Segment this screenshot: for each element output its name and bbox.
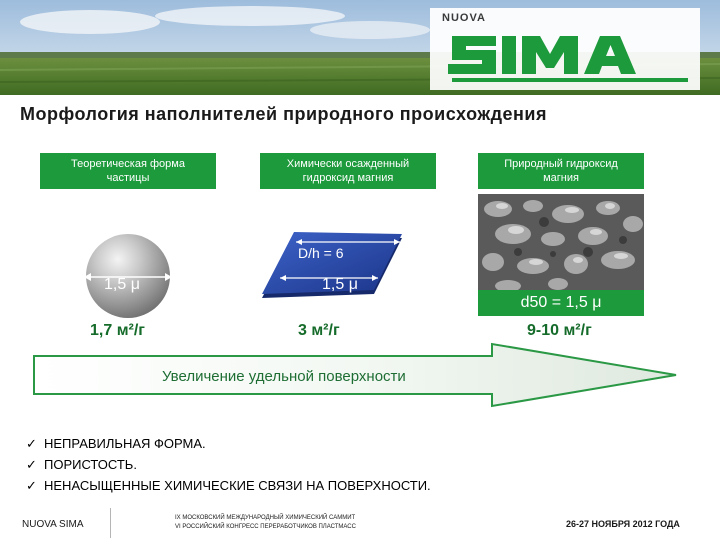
column-header-label: Химически осажденный гидроксид магния <box>286 158 410 184</box>
list-item <box>26 475 431 496</box>
column-header-label: Теоретическая форма частицы <box>71 158 185 184</box>
feature-list <box>26 433 431 496</box>
page-title: Морфология наполнителей природного происхождения <box>20 104 547 124</box>
list-item-text: ПОРИСТОСТЬ. <box>44 457 137 472</box>
sphere-size-label: 1,5 μ <box>104 276 140 293</box>
platelet-ratio-label: D/h = 6 <box>298 245 344 261</box>
footer-company: NUOVA SIMA <box>22 519 84 530</box>
arrow-label: Увеличение удельной поверхности <box>162 368 406 385</box>
checkmark-icon: ✓ <box>26 436 37 451</box>
list-item-text: НЕПРАВИЛЬНАЯ ФОРМА. <box>44 436 206 451</box>
footer-event-line2: VI РОССИЙСКИЙ КОНГРЕСС ПЕРЕРАБОТЧИКОВ ПЛАСТМАСС <box>175 524 356 530</box>
surface-area-theoretical: 1,7 м²/г <box>90 322 145 339</box>
footer-event-line1: IX МОСКОВСКИЙ МЕЖДУНАРОДНЫЙ ХИМИЧЕСКИЙ САММИТ <box>175 515 356 521</box>
footer-divider <box>110 508 111 538</box>
column-header-theoretical <box>40 153 216 189</box>
footer-event <box>175 514 356 532</box>
footer-date: 26-27 НОЯБРЯ 2012 ГОДА <box>566 519 680 529</box>
d50-size-label: d50 = 1,5 μ <box>478 290 644 316</box>
list-item <box>26 433 431 454</box>
logo-nuova-text: NUOVA <box>442 12 486 24</box>
list-item <box>26 454 431 475</box>
column-header-label: Природный гидроксид магния <box>504 158 618 184</box>
nuova-sima-logo <box>430 8 700 90</box>
sima-logo-mark <box>430 8 700 90</box>
checkmark-icon: ✓ <box>26 457 37 472</box>
hexagonal-platelet <box>250 232 420 312</box>
list-item-text: НЕНАСЫЩЕННЫЕ ХИМИЧЕСКИЕ СВЯЗИ НА ПОВЕРХНОСТИ. <box>44 478 431 493</box>
platelet-size-label: 1,5 μ <box>322 276 358 293</box>
surface-area-precipitated: 3 м²/г <box>298 322 340 339</box>
column-header-precipitated <box>260 153 436 189</box>
surface-area-natural: 9-10 м²/г <box>527 322 592 339</box>
column-header-natural <box>478 153 644 189</box>
checkmark-icon: ✓ <box>26 478 37 493</box>
